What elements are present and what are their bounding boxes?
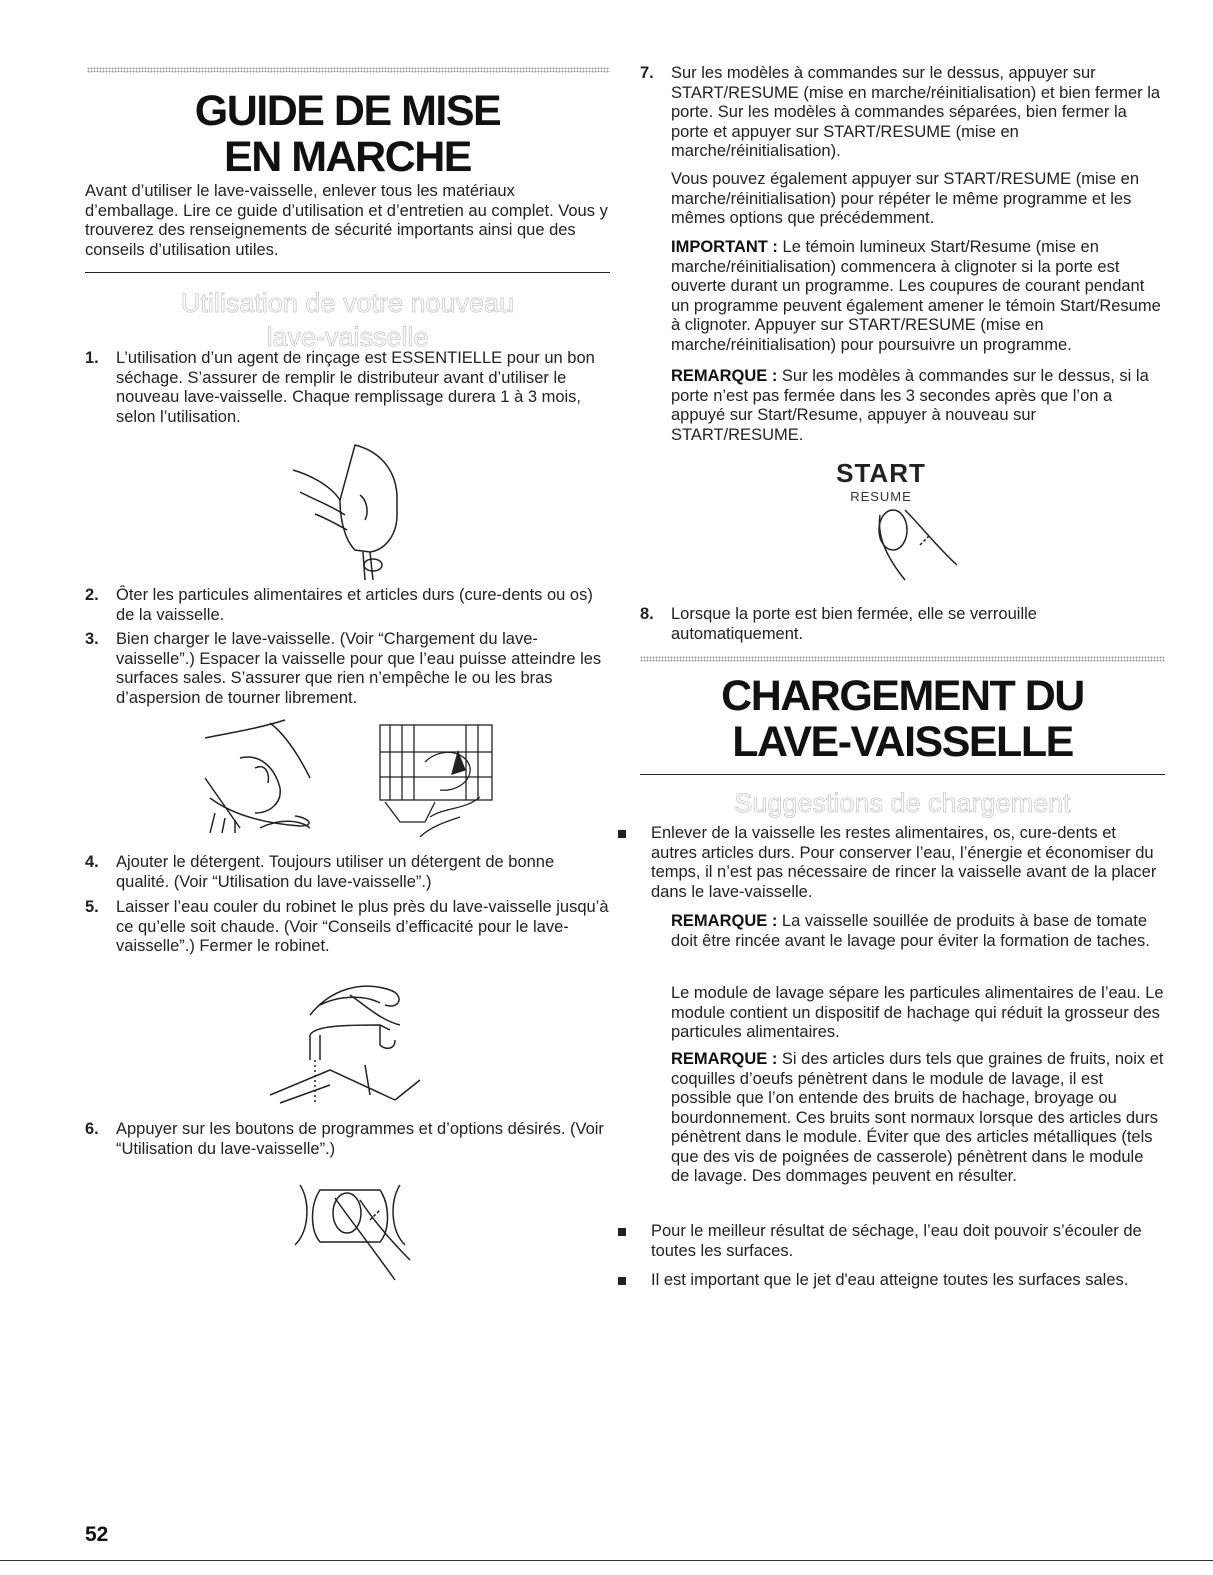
section-rule-right (640, 774, 1165, 775)
bullet-marker (618, 1228, 626, 1236)
bullet-marker (618, 830, 626, 838)
step-2 (85, 586, 610, 625)
top-dotted-rule-left (87, 67, 610, 73)
bullet-text: Il est important que le jet d'eau atteigne toutes les surfaces sales. (651, 1271, 1129, 1289)
section-title-utilisation: Utilisation de votre nouveau lave-vaisselle (180, 288, 515, 352)
step-text: L’utilisation d’un agent de rinçage est ESSENTIELLE pour un bon séchage. S’assurer de remplir le distributeur avant d’utiliser le nouveau lave-vaisselle. Chaque remplissage durera 1 à 3 mois, selon l’utilisation. (116, 349, 595, 426)
bullet-marker (618, 1277, 626, 1285)
section-title-chargement: CHARGEMENT DU LAVE-VAISSELLE (721, 672, 1084, 766)
start-button-label: START (836, 458, 926, 488)
resume-button-label: RESUME (850, 489, 912, 504)
faucet-icon (270, 975, 430, 1105)
bullet-text: Pour le meilleur résultat de séchage, l’eau doit pouvoir s’écouler de toutes les surfaces. (651, 1222, 1142, 1260)
remarque-note-start (671, 367, 1165, 445)
remarque-label: REMARQUE : (671, 1050, 778, 1068)
remarque-label: REMARQUE : (671, 912, 778, 930)
step-text: Ajouter le détergent. Toujours utiliser un détergent de bonne qualité. (Voir “Utilisation du lave-vaisselle”.) (116, 853, 555, 891)
step-text: Appuyer sur les boutons de programmes et d’options désirés. (Voir “Utilisation du lave-vaisselle”.) (116, 1120, 604, 1158)
rinse-aid-bottle-icon (285, 440, 415, 580)
step-text: Laisser l’eau couler du robinet le plus près du lave-vaisselle jusqu’à ce qu’elle soit chaude. (Voir “Conseils d’efficacité pour le lave-vaisselle”.) Fermer le robinet. (116, 898, 609, 955)
loading-rack-icon (370, 722, 495, 837)
page-title: GUIDE DE MISE EN MARCHE (194, 87, 501, 181)
step-number: 5. (85, 898, 99, 916)
button-press-icon (285, 1180, 415, 1285)
step-7 (640, 64, 1165, 162)
page-number: 52 (85, 1523, 109, 1546)
module-paragraph: Le module de lavage sépare les particules alimentaires de l’eau. Le module contient un dispositif de hachage qui réduit la grosseur des particules alimentaires. (671, 984, 1164, 1041)
subsection-title-suggestions: Suggestions de chargement (734, 788, 1071, 818)
remarque-text: Si des articles durs tels que graines de fruits, noix et coquilles d’oeufs pénètrent dans le module de lavage, il est possible que l’on entende des bruits de hachage, broyage ou bourdonnement. Ces bruits sont normaux lorsque des articles durs pénètrent dans le module. Éviter que des articles métalliques (tels que des vis de poignées de casserole) pénètrent dans le module de lavage. Des dommages peuvent en résulter. (671, 1050, 1164, 1185)
bullet-item-1 (618, 824, 1165, 902)
remarque-note-tomate (671, 912, 1165, 951)
step-4 (85, 853, 610, 892)
section-rule (85, 272, 610, 273)
step-3 (85, 630, 610, 708)
step-number: 6. (85, 1120, 99, 1138)
remarque-text: La vaisselle souillée de produits à base de tomate doit être rincée avant le lavage pour éviter la formation de taches. (671, 912, 1150, 950)
step-number: 3. (85, 630, 99, 648)
step-text: Bien charger le lave-vaisselle. (Voir “Chargement du lave-vaisselle”.) Espacer la vaisselle pour que l’eau puisse atteindre les surfaces sales. S’assurer que rien n’empêche le ou les bras d’aspersion de tourner librement. (116, 630, 602, 707)
step-number: 8. (640, 605, 654, 623)
step-5 (85, 898, 610, 957)
step-number: 2. (85, 586, 99, 604)
step-text: Lorsque la porte est bien fermée, elle se verrouille automatiquement. (671, 605, 1037, 643)
bottom-rule (0, 1560, 1213, 1561)
important-text: Le témoin lumineux Start/Resume (mise en marche/réinitialisation) commencera à clignoter si la porte est ouverte durant un programme. Les coupures de courant pendant un programme peuvent également amener le témoin Start/Resume à clignoter. Appuyer sur START/RESUME (mise en marche/réinitialisation) pour poursuivre un programme. (671, 238, 1161, 354)
step-text: Sur les modèles à commandes sur le dessus, appuyer sur START/RESUME (mise en marche/réinitialisation) et bien fermer la porte. Sur les modèles à commandes séparées, bien fermer la porte et appuyer sur START/RESUME (mise en marche/réinitialisation). (671, 64, 1161, 160)
step-8 (640, 605, 1165, 644)
step-1 (85, 349, 610, 427)
bullet-item-2 (618, 1222, 1165, 1261)
step-number: 1. (85, 349, 99, 367)
step-7-repeat-paragraph: Vous pouvez également appuyer sur START/RESUME (mise en marche/réinitialisation) pour répéter le même programme et les mêmes options que précédemment. (671, 170, 1140, 227)
step-6 (85, 1120, 610, 1159)
start-button-press-icon (865, 505, 960, 585)
remarque-label: REMARQUE : (671, 367, 778, 385)
remarque-text: Sur les modèles à commandes sur le dessus, si la porte n’est pas fermée dans les 3 secondes après que l’on a appuyé sur Start/Resume, appuyer à nouveau sur START/RESUME. (671, 367, 1149, 444)
step-text: Ôter les particules alimentaires et articles durs (cure-dents ou os) de la vaisselle. (116, 586, 593, 624)
intro-paragraph: Avant d’utiliser le lave-vaisselle, enlever tous les matériaux d’emballage. Lire ce guide d’utilisation et d’entretien au complet. Vous y trouverez des renseignements de sécurité importants ainsi que des conseils d’utilisation utiles. (85, 182, 608, 259)
important-note (671, 238, 1165, 355)
bullet-text: Enlever de la vaisselle les restes alimentaires, os, cure-dents et autres articles durs. Pour conserver l’eau, l’énergie et économiser du temps, il n’est pas nécessaire de rincer la vaisselle avant de la placer dans le lave-vaisselle. (651, 824, 1157, 901)
scraping-dishes-icon (200, 718, 330, 836)
remarque-note-module (671, 1050, 1165, 1187)
important-label: IMPORTANT : (671, 238, 778, 256)
bullet-item-3 (618, 1271, 1165, 1291)
step-number: 4. (85, 853, 99, 871)
step-number: 7. (640, 64, 654, 82)
dotted-rule-right (640, 656, 1165, 662)
